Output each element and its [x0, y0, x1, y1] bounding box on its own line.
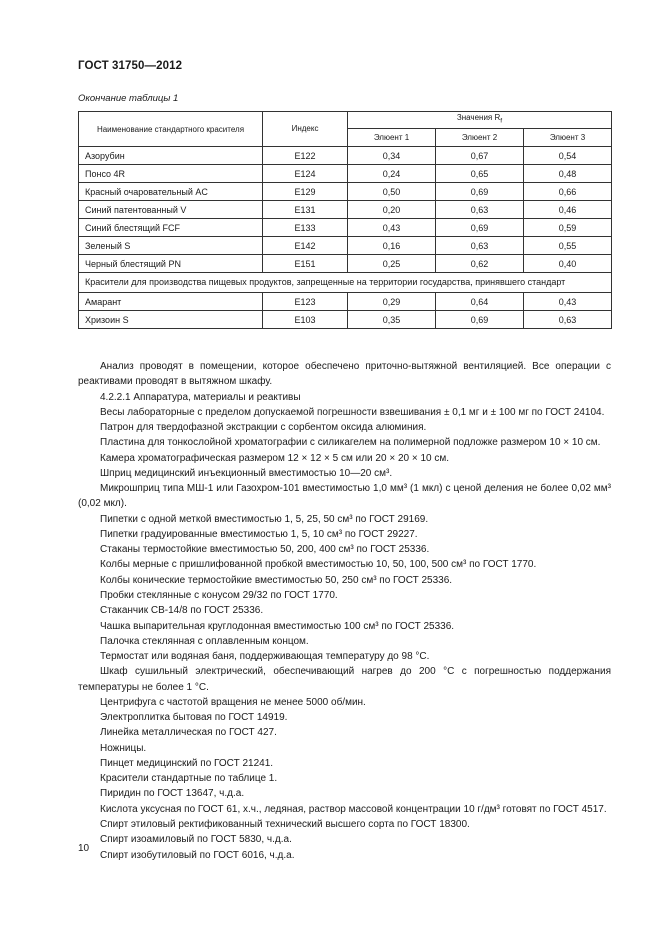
rf-eluent-2: 0,64	[436, 293, 524, 311]
header-dye-name: Наименование стандартного красителя	[79, 112, 263, 147]
rf-eluent-3: 0,59	[524, 219, 612, 237]
list-item: Линейка металлическая по ГОСТ 427.	[100, 727, 277, 739]
header-rf-label: Значения R	[456, 113, 501, 123]
rf-eluent-2: 0,67	[436, 147, 524, 165]
page-number: 10	[78, 843, 90, 854]
list-item: Ножницы.	[100, 742, 147, 754]
intro-paragraph: Анализ проводят в помещении, которое обеспечено приточно-вытяжной вентиляцией. Все операции с реактивами проводят в вытяжном шкафу.	[78, 361, 611, 388]
dye-name: Черный блестящий PN	[79, 255, 263, 273]
rf-eluent-3: 0,43	[524, 293, 612, 311]
rf-eluent-1: 0,29	[348, 293, 436, 311]
dye-index: E133	[263, 219, 348, 237]
rf-eluent-3: 0,55	[524, 237, 612, 255]
list-item: Пробки стеклянные с конусом 29/32 по ГОСТ 1770.	[100, 589, 338, 601]
rf-eluent-3: 0,63	[524, 311, 612, 329]
dye-name: Азорубин	[79, 147, 263, 165]
header-index: Индекс	[263, 112, 348, 147]
rf-eluent-3: 0,40	[524, 255, 612, 273]
dye-index: E129	[263, 183, 348, 201]
dye-index: E142	[263, 237, 348, 255]
dye-name: Синий блестящий FCF	[79, 219, 263, 237]
table-caption: Окончание таблицы 1	[78, 93, 179, 104]
section-heading: 4.2.2.1 Аппаратура, материалы и реактивы	[100, 391, 301, 403]
dye-name: Амарант	[79, 293, 263, 311]
list-item: Палочка стеклянная с оплавленным концом.	[100, 635, 309, 647]
table-row	[79, 219, 612, 237]
rf-eluent-2: 0,65	[436, 165, 524, 183]
rf-eluent-2: 0,69	[436, 219, 524, 237]
list-item: Шприц медицинский инъекционный вместимостью 10—20 см³.	[100, 467, 393, 479]
rf-eluent-1: 0,20	[348, 201, 436, 219]
rf-eluent-2: 0,63	[436, 201, 524, 219]
table-row	[79, 237, 612, 255]
rf-eluent-1: 0,50	[348, 183, 436, 201]
rf-eluent-2: 0,69	[436, 311, 524, 329]
dye-index: E131	[263, 201, 348, 219]
table-row	[79, 311, 612, 329]
list-item: Спирт изоамиловый по ГОСТ 5830, ч.д.а.	[100, 834, 292, 846]
list-item: Термостат или водяная баня, поддерживающая температуру до 98 °С.	[100, 651, 430, 663]
header-rf-subscript: f	[500, 117, 503, 125]
rf-eluent-3: 0,66	[524, 183, 612, 201]
table-row	[79, 165, 612, 183]
header-eluent-1: Элюент 1	[348, 129, 436, 147]
list-item: Кислота уксусная по ГОСТ 61, х.ч., ледяная, раствор массовой концентрации 10 г/дм³ готовят по ГОСТ 4517.	[100, 803, 607, 815]
rf-eluent-1: 0,24	[348, 165, 436, 183]
list-item: Стаканы термостойкие вместимостью 50, 200, 400 см³ по ГОСТ 25336.	[100, 544, 430, 556]
rf-eluent-2: 0,63	[436, 237, 524, 255]
list-item: Спирт этиловый ректификованный технический высшего сорта по ГОСТ 18300.	[100, 818, 470, 830]
table-row	[79, 201, 612, 219]
list-item: Спирт изобутиловый по ГОСТ 6016, ч.д.а.	[100, 849, 295, 861]
rf-eluent-2: 0,62	[436, 255, 524, 273]
table-row	[79, 255, 612, 273]
dye-index: E124	[263, 165, 348, 183]
header-rf-values	[348, 112, 612, 129]
rf-eluent-1: 0,25	[348, 255, 436, 273]
rf-eluent-1: 0,16	[348, 237, 436, 255]
list-item: Электроплитка бытовая по ГОСТ 14919.	[100, 712, 288, 724]
list-item: Шкаф сушильный электрический, обеспечивающий нагрев до 200 °С с погрешностью поддержания температуры не более 1 °С.	[78, 666, 611, 693]
dye-name: Понсо 4R	[79, 165, 263, 183]
dyes-table	[78, 111, 612, 329]
standard-code: ГОСТ 31750—2012	[78, 60, 183, 72]
list-item: Колбы конические термостойкие вместимостью 50, 250 см³ по ГОСТ 25336.	[100, 574, 453, 586]
banned-dyes-group-label: Красители для производства пищевых продуктов, запрещенные на территории государства, принявшего стандарт	[79, 273, 612, 293]
dye-name: Хризоин S	[79, 311, 263, 329]
rf-eluent-3: 0,54	[524, 147, 612, 165]
dye-index: E122	[263, 147, 348, 165]
list-item: Микрошприц типа МШ-1 или Газохром-101 вместимостью 1,0 мм³ (1 мкл) с ценой деления не более 0,02 мм³ (0,02 мкл).	[78, 483, 611, 510]
list-item: Чашка выпарительная круглодонная вместимостью 100 см³ по ГОСТ 25336.	[100, 620, 455, 632]
list-item: Пинцет медицинский по ГОСТ 21241.	[100, 757, 274, 769]
list-item: Пипетки градуированные вместимостью 1, 5, 10 см³ по ГОСТ 29227.	[100, 528, 418, 540]
dye-index: E103	[263, 311, 348, 329]
list-item: Стаканчик СВ-14/8 по ГОСТ 25336.	[100, 605, 264, 617]
document-body	[78, 359, 611, 863]
rf-eluent-3: 0,48	[524, 165, 612, 183]
list-item: Патрон для твердофазной экстракции с сорбентом оксида алюминия.	[100, 422, 427, 434]
rf-eluent-1: 0,35	[348, 311, 436, 329]
list-item: Весы лабораторные с пределом допускаемой погрешности взвешивания ± 0,1 мг и ± 100 мг по ГОСТ 24104.	[100, 406, 605, 418]
list-item: Пластина для тонкослойной хроматографии с силикагелем на полимерной подложке размером 10 × 10 см.	[100, 437, 601, 449]
dye-index: E151	[263, 255, 348, 273]
dye-name: Зеленый S	[79, 237, 263, 255]
list-item: Камера хроматографическая размером 12 × 12 × 5 см или 20 × 20 × 10 см.	[100, 452, 450, 464]
dye-name: Красный очаровательный AC	[79, 183, 263, 201]
table-row	[79, 147, 612, 165]
list-item: Центрифуга с частотой вращения не менее 5000 об/мин.	[100, 696, 366, 708]
dye-name: Синий патентованный V	[79, 201, 263, 219]
dye-index: E123	[263, 293, 348, 311]
rf-eluent-3: 0,46	[524, 201, 612, 219]
table-row	[79, 293, 612, 311]
rf-eluent-1: 0,34	[348, 147, 436, 165]
table-group-row	[79, 273, 612, 293]
rf-eluent-2: 0,69	[436, 183, 524, 201]
header-eluent-3: Элюент 3	[524, 129, 612, 147]
list-item: Пипетки с одной меткой вместимостью 1, 5, 25, 50 см³ по ГОСТ 29169.	[100, 513, 429, 525]
list-item: Колбы мерные с пришлифованной пробкой вместимостью 10, 50, 100, 500 см³ по ГОСТ 1770.	[100, 559, 537, 571]
table-row	[79, 183, 612, 201]
list-item: Пиридин по ГОСТ 13647, ч.д.а.	[100, 788, 245, 800]
rf-eluent-1: 0,43	[348, 219, 436, 237]
list-item: Красители стандартные по таблице 1.	[100, 773, 278, 785]
header-eluent-2: Элюент 2	[436, 129, 524, 147]
